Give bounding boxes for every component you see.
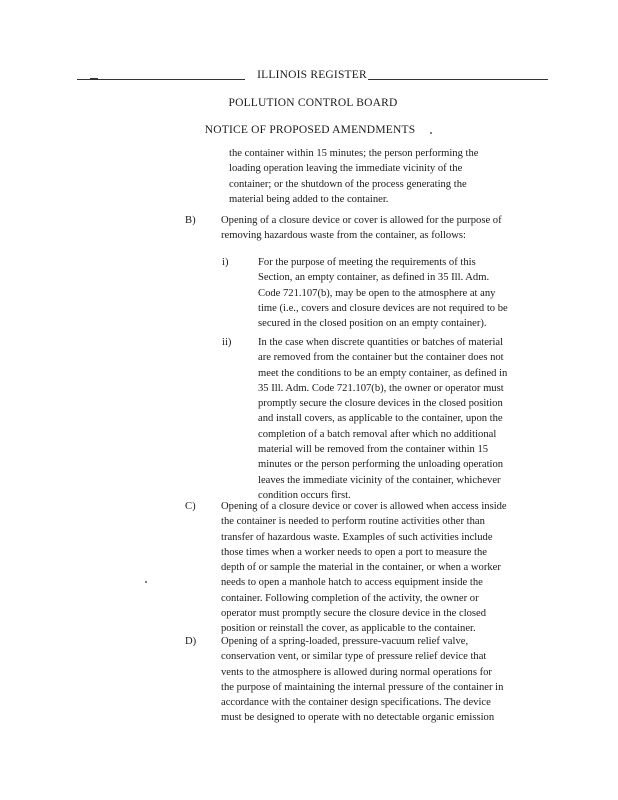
paragraph-line: needs to open a manhole hatch to access equipment inside the <box>221 577 483 589</box>
paragraph-line: removing hazardous waste from the container, as follows: <box>221 230 466 242</box>
paragraph-line: container; or the shutdown of the process generating the <box>229 178 467 190</box>
paragraph-line: container. Following completion of the activity, the owner or <box>221 592 479 604</box>
paragraph-line: minutes or the person performing the unloading operation <box>258 459 504 471</box>
paragraph-line: loading operation leaving the immediate vicinity of the <box>229 163 463 175</box>
paragraph-line: the container within 15 minutes; the person performing the <box>229 148 479 159</box>
paragraph-line: accordance with the container design specifications. The device <box>221 697 491 709</box>
item-b-ii-marker: ii) <box>222 337 232 348</box>
paragraph-line: Code 721.107(b), may be open to the atmosphere at any <box>258 287 496 299</box>
paragraph-line: Section, an empty container, as defined in 35 Ill. Adm. <box>258 272 490 284</box>
paragraph-line: completion of a batch removal after which no additional <box>258 428 497 440</box>
paragraph-line: Opening of a closure device or cover is allowed when access inside <box>221 501 507 512</box>
scan-speck <box>145 581 147 583</box>
paragraph-line: secured in the closed position on an empty container). <box>258 318 487 330</box>
item-b-i-paragraph <box>258 255 508 331</box>
paragraph-line: time (i.e., covers and closure devices are not required to be <box>258 302 508 314</box>
item-b-paragraph <box>221 213 502 244</box>
paragraph-line: conservation vent, or similar type of pressure relief device that <box>221 651 487 663</box>
paragraph-line: meet the conditions to be an empty container, as defined in <box>258 367 508 379</box>
paragraph-line: vents to the atmosphere is allowed during normal operations for <box>221 666 492 678</box>
paragraph-line: must be designed to operate with no detectable organic emission <box>221 712 495 724</box>
paragraph-line: depth of or sample the material in the container, or when a worker <box>221 562 501 574</box>
paragraph-line: promptly secure the closure devices in the closed position <box>258 398 503 410</box>
paragraph-line: those times when a worker needs to open a port to measure the <box>221 546 487 558</box>
paragraph-line: In the case when discrete quantities or batches of material <box>258 337 504 348</box>
paragraph-line: and install covers, as applicable to the container, upon the <box>258 413 503 425</box>
paragraph-line: Opening of a closure device or cover is allowed for the purpose of <box>221 215 502 226</box>
item-c-paragraph <box>221 499 507 637</box>
paragraph-line: are removed from the container but the container does not <box>258 352 504 364</box>
paragraph-line: Opening of a spring-loaded, pressure-vacuum relief valve, <box>221 636 469 647</box>
continuation-paragraph <box>229 146 478 207</box>
paragraph-line: condition occurs first. <box>258 489 351 501</box>
paragraph-line: the container is needed to perform routine activities other than <box>221 516 485 528</box>
paragraph-line: 35 Ill. Adm. Code 721.107(b), the owner or operator must <box>258 382 504 394</box>
paragraph-line: For the purpose of meeting the requirements of this <box>258 257 476 268</box>
paragraph-line: material will be removed from the container within 15 <box>258 444 489 456</box>
paragraph-line: the purpose of maintaining the internal pressure of the container in <box>221 681 504 693</box>
item-b-ii-paragraph <box>258 335 507 503</box>
item-d-marker: D) <box>185 636 197 647</box>
paragraph-line: operator must promptly secure the closure device in the closed <box>221 608 487 620</box>
item-d-paragraph <box>221 634 503 726</box>
register-title: ILLINOIS REGISTER <box>257 69 367 81</box>
board-title: POLLUTION CONTROL BOARD <box>228 97 398 109</box>
scan-speck <box>430 132 432 134</box>
paragraph-line: material being added to the container. <box>229 193 389 205</box>
paragraph-line: position or reinstall the cover, as applicable to the container. <box>221 623 476 635</box>
item-c-marker: C) <box>185 501 196 512</box>
paragraph-line: leaves the immediate vicinity of the container, whichever <box>258 474 501 486</box>
item-b-i-marker: i) <box>222 257 229 268</box>
item-b-marker: B) <box>185 215 196 226</box>
notice-title: NOTICE OF PROPOSED AMENDMENTS <box>204 124 416 136</box>
paragraph-line: transfer of hazardous waste. Examples of such activities include <box>221 531 493 543</box>
